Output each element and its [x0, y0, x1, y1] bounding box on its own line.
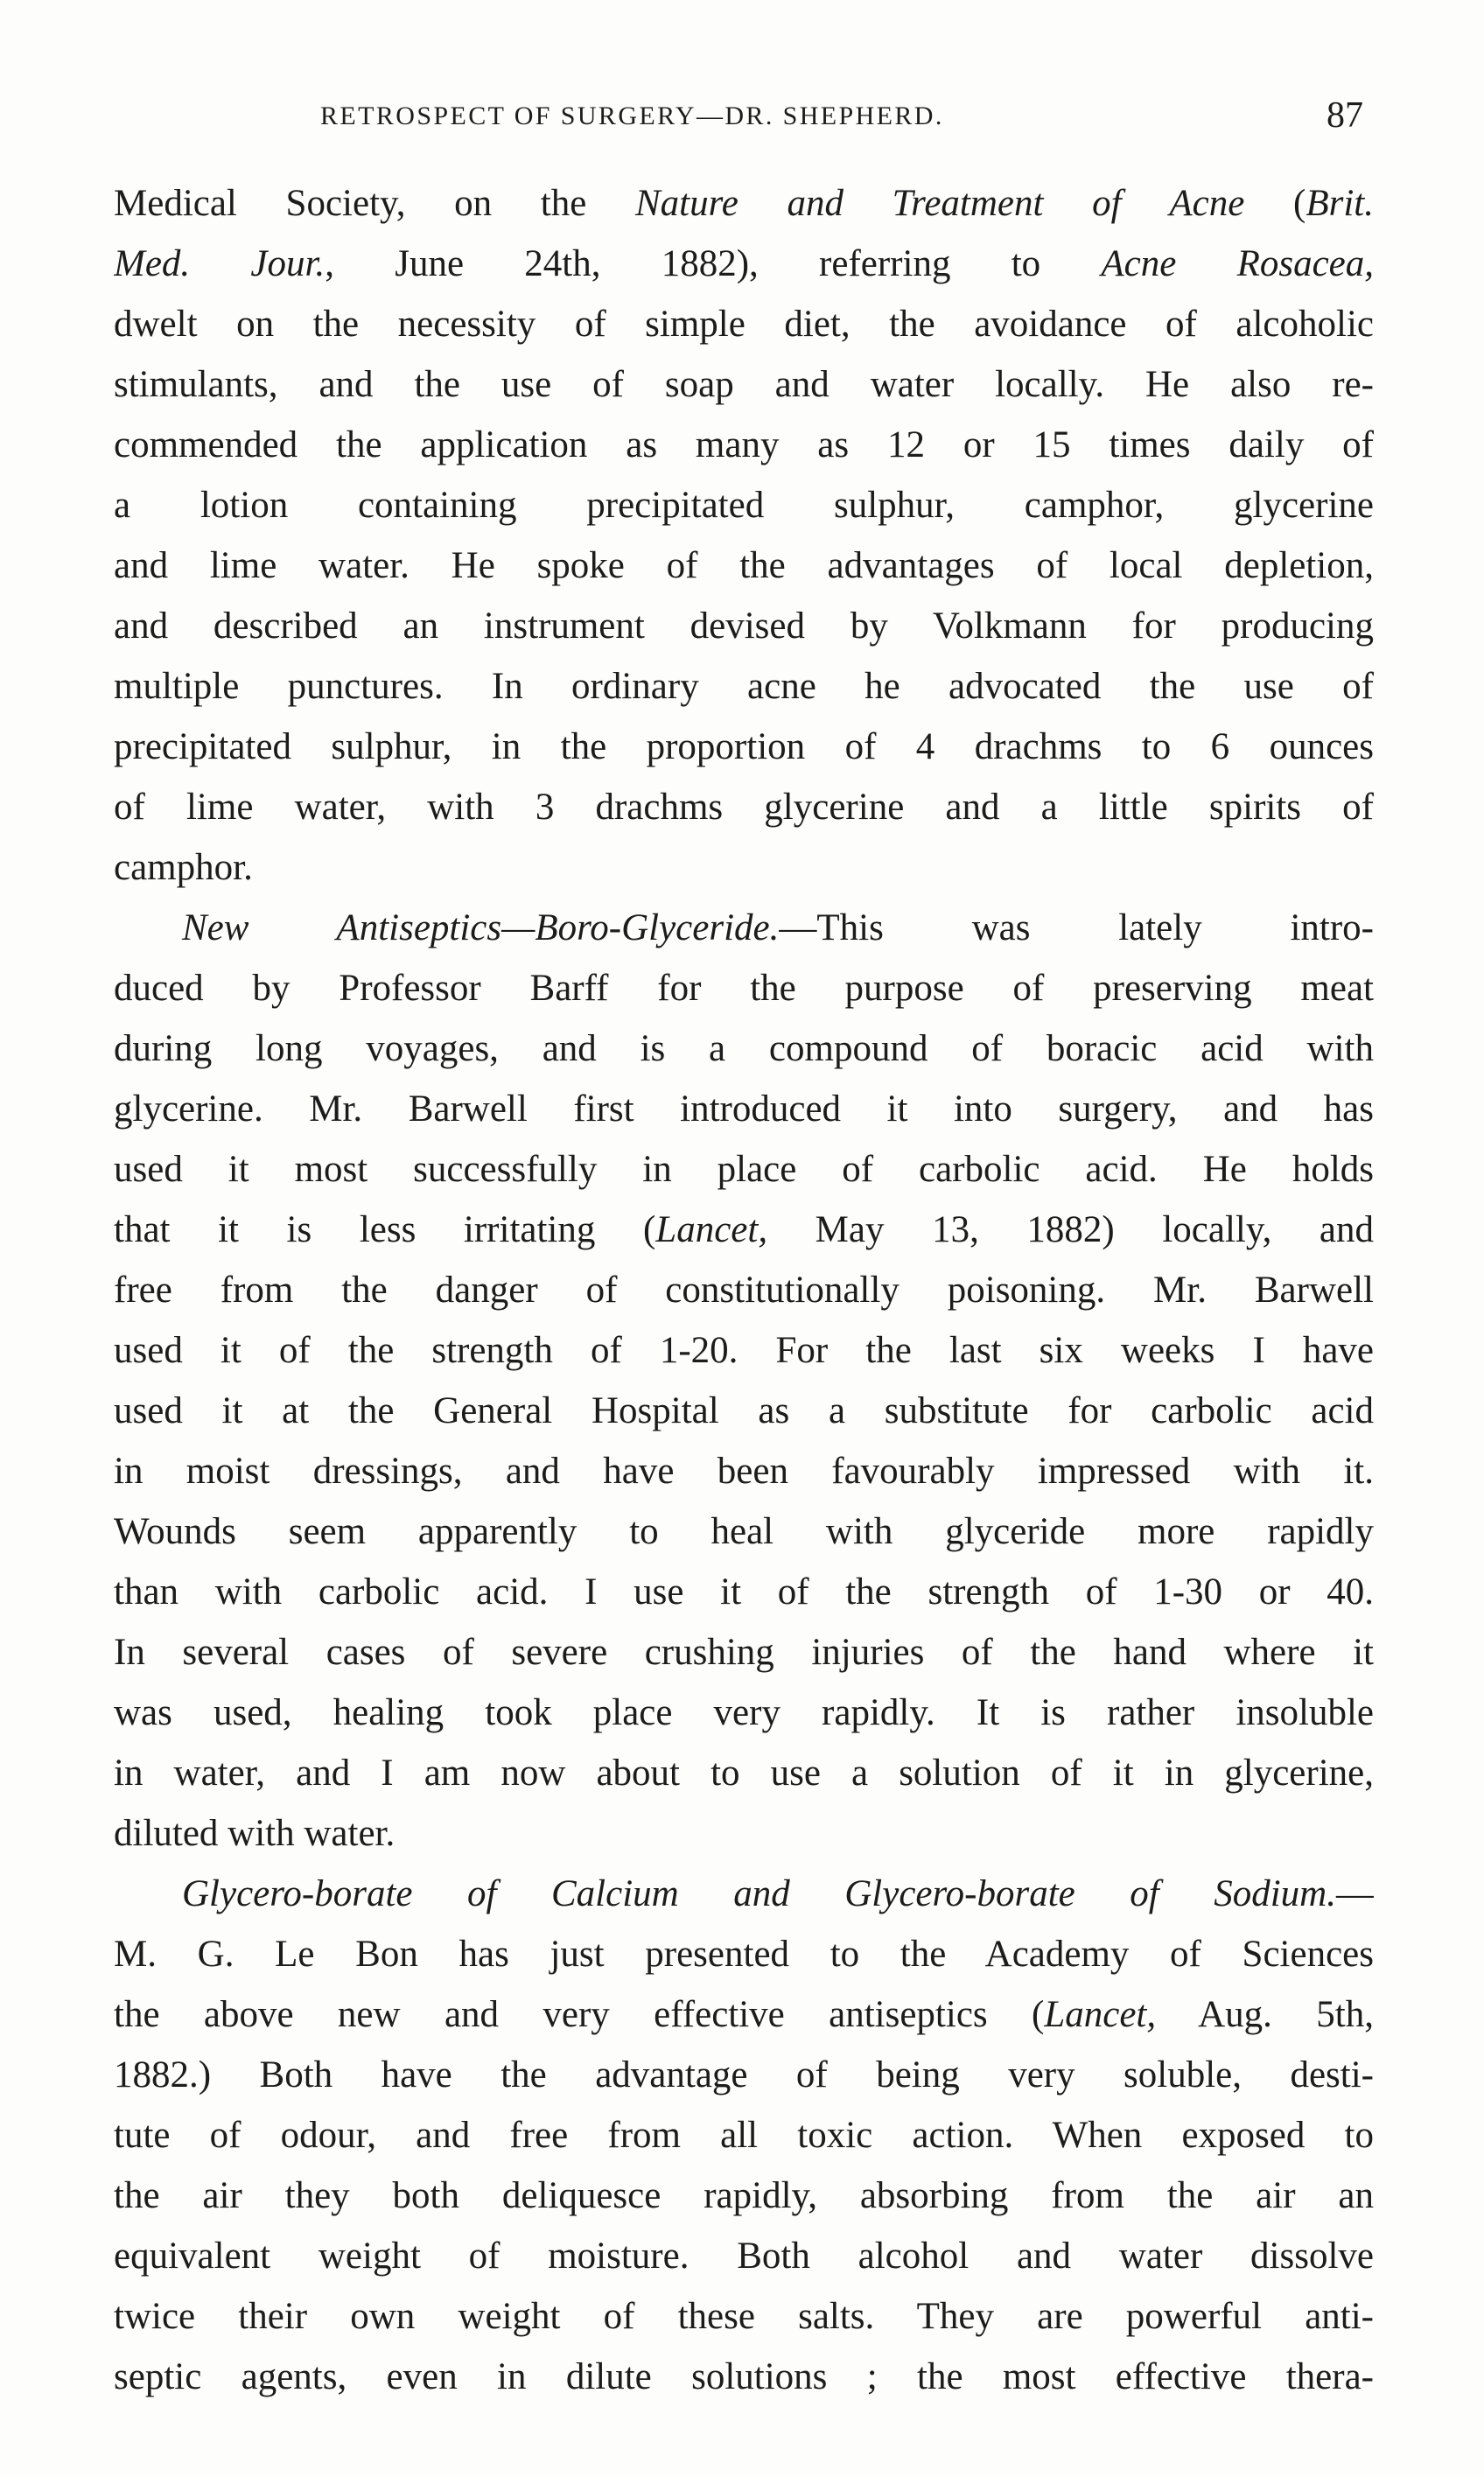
text-line [114, 294, 1374, 354]
text-line [114, 1803, 1374, 1864]
text-run: Wounds seem apparently to heal with glyceride more rapidly [114, 1511, 1374, 1552]
text-line [114, 958, 1374, 1018]
text-line [114, 656, 1374, 717]
text-run: equivalent weight of moisture. Both alcohol and water dissolve [114, 2236, 1374, 2277]
text-line [114, 898, 1374, 958]
text-run: and lime water. He spoke of the advantages of local depletion, [114, 545, 1374, 586]
text-line [114, 1381, 1374, 1441]
body-text [114, 173, 1374, 2407]
text-run: a lotion containing precipitated sulphur, camphor, glycerine [114, 485, 1374, 526]
text-run: in water, and I am now about to use a solution of it in glycerine, [114, 1753, 1374, 1794]
text-line [114, 1441, 1374, 1501]
text-line [114, 1200, 1374, 1260]
text-line [114, 415, 1374, 475]
text-line [114, 596, 1374, 656]
text-line [114, 354, 1374, 415]
text-run: free from the danger of constitutionally poisoning. Mr. Barwell [114, 1270, 1374, 1311]
text-line [114, 234, 1374, 294]
text-run: in moist dressings, and have been favourably impressed with it. [114, 1451, 1374, 1492]
text-run: than with carbolic acid. I use it of the strength of 1-30 or 40. [114, 1571, 1374, 1613]
text-run: 1882.) Both have the advantage of being very soluble, desti- [114, 2054, 1374, 2096]
text-line [114, 1984, 1374, 2045]
text-run: M. G. Le Bon has just presented to the Academy of Sciences [114, 1934, 1374, 1975]
text-line [114, 837, 1374, 898]
text-line [114, 173, 1374, 234]
text-run: tute of odour, and free from all toxic action. When exposed to [114, 2115, 1374, 2156]
text-run: the above new and very effective antiseptics ( [114, 1994, 1045, 2035]
page-number: 87 [1326, 95, 1363, 136]
text-run: used it most successfully in place of carbolic acid. He holds [114, 1149, 1374, 1190]
italic-run: Acne Rosacea, [1101, 243, 1374, 284]
text-run: that it is less irritating ( [114, 1209, 656, 1250]
text-line [114, 1139, 1374, 1200]
italic-run: Lancet, [655, 1209, 768, 1250]
italic-run: Nature and Treatment of Acne [634, 183, 1245, 224]
text-line [114, 2045, 1374, 2105]
text-run: dwelt on the necessity of simple diet, the avoidance of alcoholic [114, 304, 1374, 345]
text-line [114, 777, 1374, 837]
text-run: Medical Society, on the [114, 183, 635, 224]
text-line [114, 2226, 1374, 2286]
text-line [114, 1018, 1374, 1079]
text-line [114, 1864, 1374, 1924]
text-run: , June 24th, 1882), referring to [325, 243, 1102, 284]
text-line [114, 1260, 1374, 1320]
text-line [114, 1501, 1374, 1562]
italic-run: Med. Jour. [114, 243, 326, 284]
text-run: camphor. [114, 847, 253, 888]
text-run: precipitated sulphur, in the proportion of 4 drachms to 6 ounces [114, 726, 1374, 767]
text-line [114, 2105, 1374, 2166]
text-run: multiple punctures. In ordinary acne he advocated the use of [114, 666, 1374, 707]
text-line [114, 535, 1374, 596]
text-run: Aug. 5th, [1156, 1994, 1374, 2035]
text-run: septic agents, even in dilute solutions ; the most effective thera- [114, 2356, 1374, 2397]
text-line [114, 475, 1374, 535]
text-run: stimulants, and the use of soap and water locally. He also re- [114, 364, 1374, 405]
italic-run: Lancet, [1044, 1994, 1157, 2035]
italic-run: New Antiseptics—Boro-Glyceride. [182, 907, 780, 948]
text-run: diluted with water. [114, 1813, 396, 1854]
text-run: — [1336, 1873, 1374, 1914]
text-run: of lime water, with 3 drachms glycerine and a little spirits of [114, 787, 1374, 828]
text-run: commended the application as many as 12 or 15 times daily of [114, 424, 1374, 465]
italic-run: Brit. [1306, 183, 1374, 224]
text-line [114, 717, 1374, 777]
text-line [114, 1743, 1374, 1803]
text-run: and described an instrument devised by Volkmann for producing [114, 605, 1374, 647]
text-line [114, 1079, 1374, 1139]
text-line [114, 1562, 1374, 1622]
text-run: May 13, 1882) locally, and [767, 1209, 1374, 1250]
text-line [114, 1924, 1374, 1984]
text-line [114, 1683, 1374, 1743]
text-run: glycerine. Mr. Barwell first introduced it into surgery, and has [114, 1088, 1374, 1130]
text-line [114, 2286, 1374, 2347]
text-run: was used, healing took place very rapidly. It is rather insoluble [114, 1692, 1374, 1733]
running-title: RETROSPECT OF SURGERY—DR. SHEPHERD. [320, 101, 944, 130]
text-run: duced by Professor Barff for the purpose of preserving meat [114, 968, 1374, 1009]
italic-run: Glycero-borate of Calcium and Glycero-borate of Sodium. [182, 1873, 1336, 1914]
text-run: —This was lately intro- [779, 907, 1374, 948]
text-run: twice their own weight of these salts. They are powerful anti- [114, 2296, 1374, 2337]
text-run: In several cases of severe crushing injuries of the hand where it [114, 1632, 1374, 1673]
text-run: used it of the strength of 1-20. For the last six weeks I have [114, 1330, 1374, 1371]
text-line [114, 1320, 1374, 1381]
text-line [114, 2347, 1374, 2407]
text-run: during long voyages, and is a compound of boracic acid with [114, 1028, 1374, 1069]
text-run: the air they both deliquesce rapidly, absorbing from the air an [114, 2175, 1374, 2216]
text-line [114, 1622, 1374, 1683]
text-run: used it at the General Hospital as a substitute for carbolic acid [114, 1390, 1374, 1431]
text-line [114, 2166, 1374, 2226]
text-run: ( [1244, 183, 1306, 224]
running-head [114, 94, 1374, 147]
